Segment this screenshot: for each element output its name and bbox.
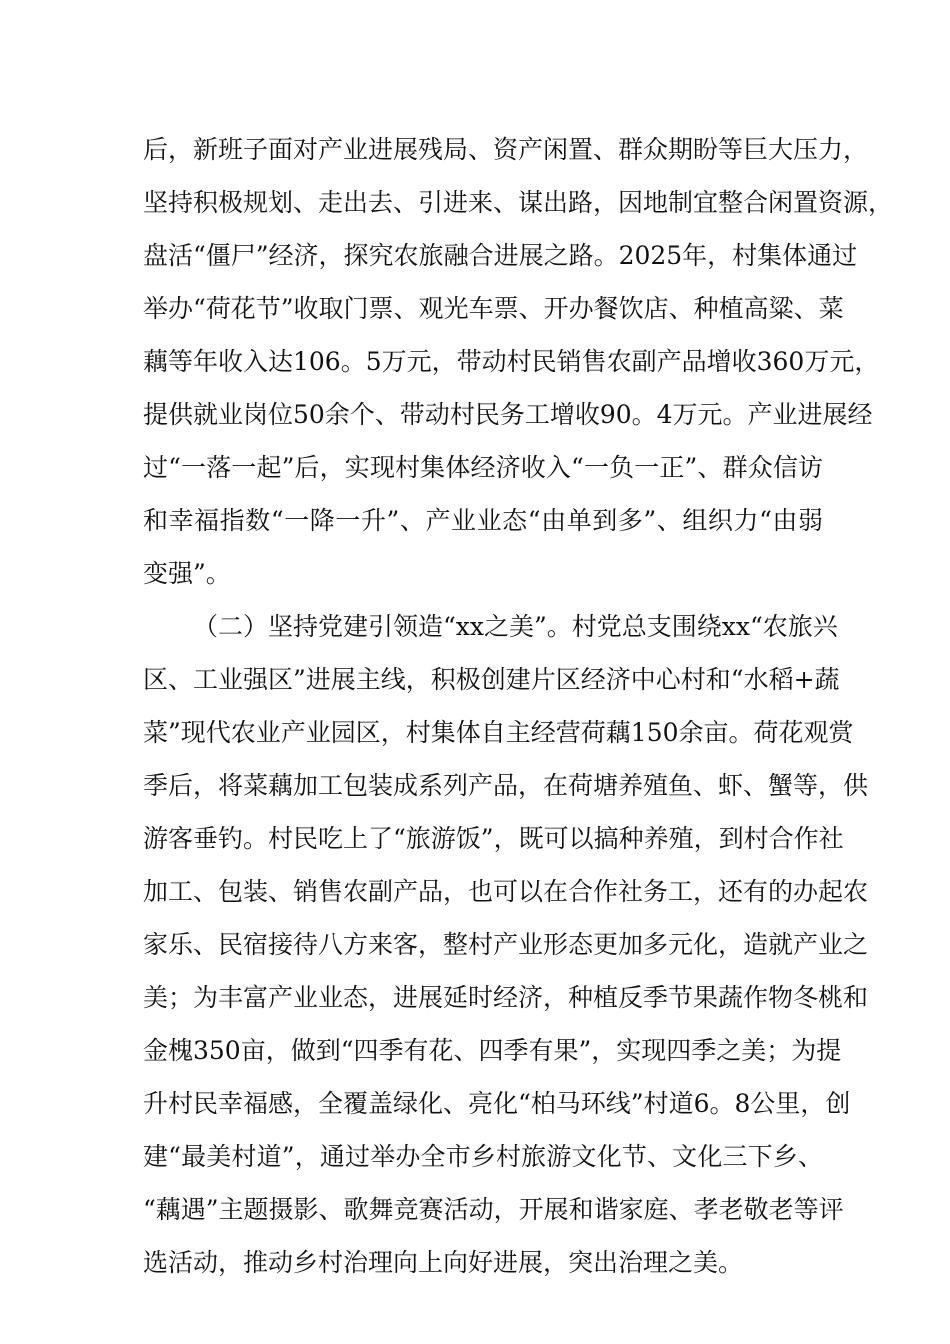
section-heading-line: （二）坚持党建引领造“xx之美”。村党总支围绕xx“农旅兴 [193, 612, 838, 641]
text-line: 藕等年收入达106。5万元，带动村民销售农副产品增收360万元， [143, 347, 880, 376]
text-line: “藕遇”主题摄影、歌舞竞赛活动，开展和谐家庭、孝老敬老等评 [143, 1195, 844, 1224]
text-line: 升村民幸福感，全覆盖绿化、亮化“柏马环线”村道6。8公里，创 [143, 1089, 851, 1118]
text-line: 过“一落一起”后，实现村集体经济收入“一负一正”、群众信访 [143, 453, 823, 482]
text-line: 加工、包装、销售农副产品，也可以在合作社务工，还有的办起农 [143, 877, 869, 906]
text-line: 提供就业岗位50余个、带动村民务工增收90。4万元。产业进展经 [143, 400, 873, 429]
text-line: 和幸福指数“一降一升”、产业业态“由单到多”、组织力“由弱 [143, 506, 823, 535]
text-line: 游客垂钓。村民吃上了“旅游饭”，既可以搞种养殖，到村合作社 [143, 824, 844, 853]
text-line: 变强”。 [143, 559, 231, 588]
text-line: 坚持积极规划、走出去、引进来、谋出路，因地制宜整合闲置资源， [143, 188, 894, 217]
text-line: 举办“荷花节”收取门票、观光车票、开办餐饮店、种植高粱、菜 [143, 294, 844, 323]
text-line: 美；为丰富产业业态，进展延时经济，种植反季节果蔬作物冬桃和 [143, 983, 869, 1012]
text-line: 建“最美村道”，通过举办全市乡村旅游文化节、文化三下乡、 [143, 1142, 823, 1171]
text-line: 金槐350亩，做到“四季有花、四季有果”，实现四季之美；为提 [143, 1036, 842, 1065]
text-line: 区、工业强区”进展主线，积极创建片区经济中心村和“水稻+蔬 [143, 665, 840, 694]
text-line: 选活动，推动乡村治理向上向好进展，突出治理之美。 [143, 1248, 744, 1277]
text-line: 季后，将菜藕加工包装成系列产品，在荷塘养殖鱼、虾、蟹等，供 [143, 771, 869, 800]
text-line: 家乐、民宿接待八方来客，整村产业形态更加多元化，造就产业之 [143, 930, 869, 959]
text-line: 盘活“僵尸”经济，探究农旅融合进展之路。2025年，村集体通过 [143, 241, 858, 270]
text-line: 后，新班子面对产业进展残局、资产闲置、群众期盼等巨大压力， [143, 135, 869, 164]
text-line: 菜”现代农业产业园区，村集体自主经营荷藕150余亩。荷花观赏 [143, 718, 854, 747]
